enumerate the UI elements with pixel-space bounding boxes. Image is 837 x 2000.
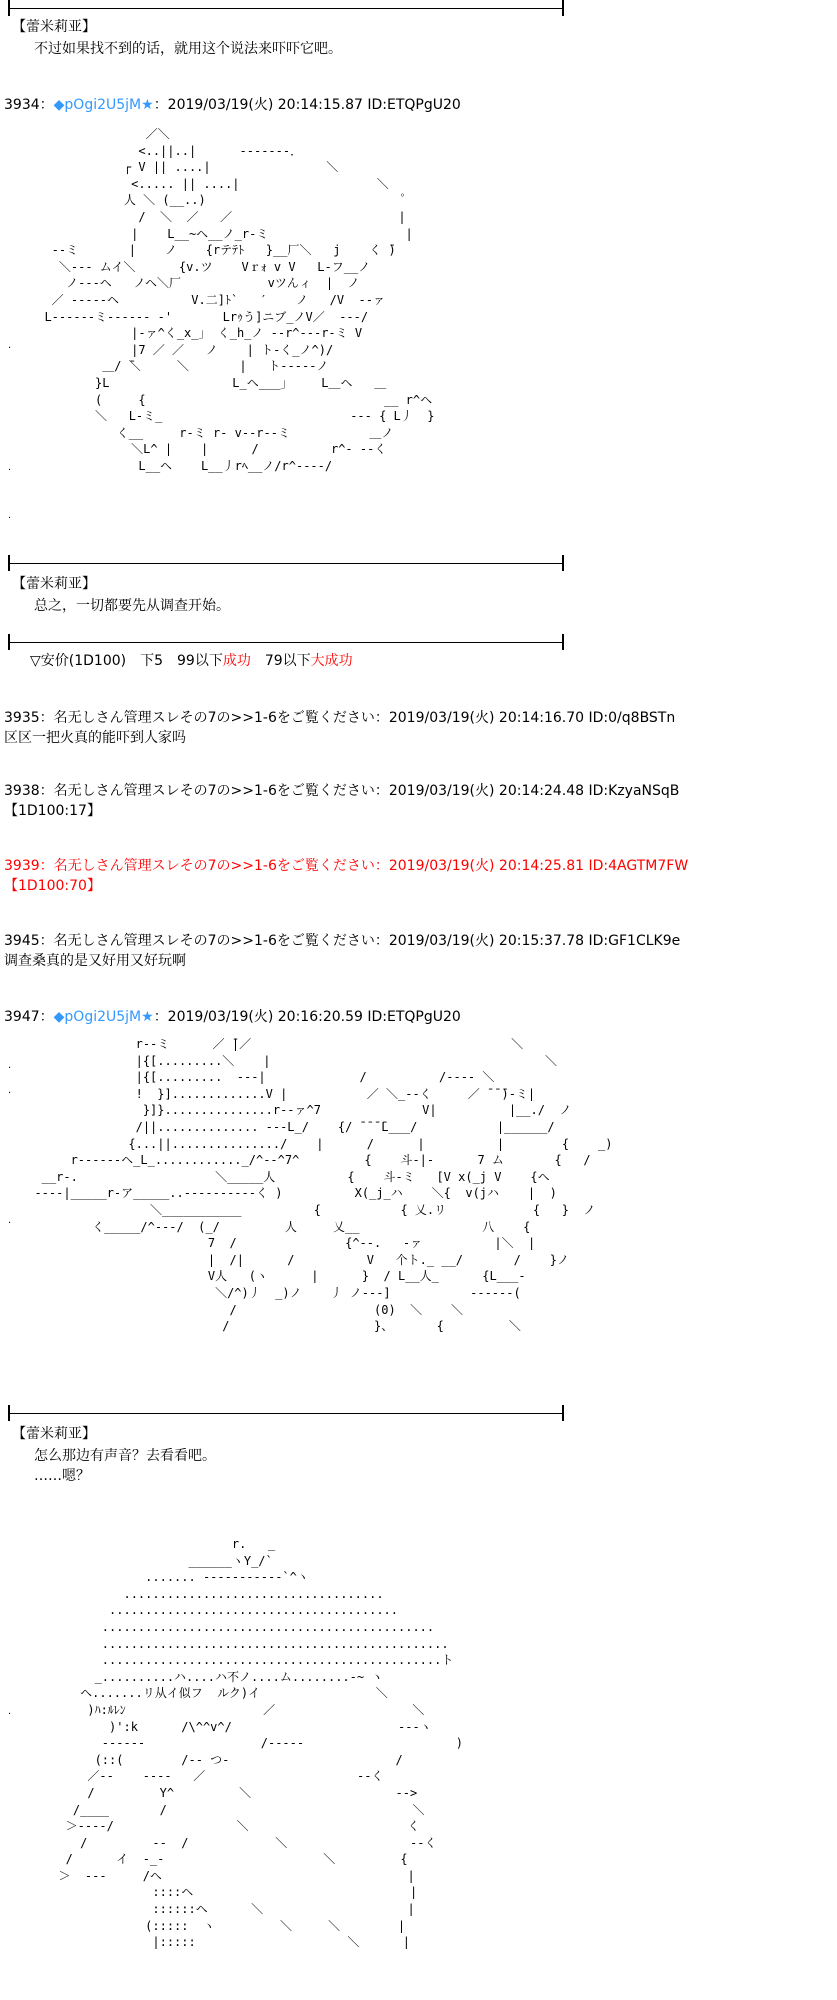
margin-dot: .	[8, 340, 12, 351]
roll-label: ▽安价(1D100) 下5 99以下	[30, 653, 223, 669]
margin-dot: .	[8, 1085, 12, 1096]
post-datetime-id: ：2019/03/19(火) 20:14:15.87 ID:ETQPgU20	[153, 97, 461, 113]
star-icon: ★	[141, 97, 154, 113]
divider-rule	[8, 642, 564, 643]
post-body: 调查桑真的是又好用又好玩啊	[4, 953, 186, 969]
star-icon: ★	[141, 1009, 154, 1025]
post-header: 3938：名无しさん管理スレその7の>>1-6をご覧ください：2019/03/19(火) 20:14:24.48 ID:KzyaNSqB	[4, 783, 680, 799]
margin-dot: .	[8, 510, 12, 521]
divider-rule	[8, 8, 564, 9]
post-header: 3939：名无しさん管理スレその7の>>1-6をご覧ください：2019/03/19(火) 20:14:25.81 ID:4AGTM7FW	[4, 858, 689, 874]
post-datetime-id: ：2019/03/19(火) 20:16:20.59 ID:ETQPgU20	[153, 1009, 461, 1025]
dialogue-line: 不过如果找不到的话，就用这个说法来吓吓它吧。	[34, 41, 342, 57]
dice-roll-line	[30, 652, 353, 670]
post-body: 【1D100:70】	[4, 878, 101, 894]
post-header: 3945：名无しさん管理スレその7の>>1-6をご覧ください：2019/03/19(火) 20:15:37.78 ID:GF1CLK9e	[4, 933, 681, 949]
ascii-art-remilia-1: ／＼ <..||..| ‐‐‐‐‐‐‐． ┌ V || ....| ＼ <..... || ....| ＼ 人 ＼ (__..) ゜ / ＼ ／ ／ | | L__~ヘ__ノ_r‐ミ | ‐‐ミ | ノ {rテﾃﾄ }__厂＼ j く ̄) ＼‐‐‐ ムイ＼ {v.ツ Vｒｫ v V L‐フ__ノ ノ‐‐‐ヘ ノヘ＼厂 vツんィ | ノ ／ ‐‐‐‐‐ヘ V.二]ﾄ` ′ ノ /V ‐‐ァ L‐‐‐‐‐‐ミ‐‐‐‐‐‐ ‐' Lrｩう]ニブ_ノV／ ‐‐‐/ |‐ァ^く_x_」 く_h_ノ ‐‐r^‐‐‐r‐ミ V |7 ／ ／ ノ | ト‐く_ノ^)/ ＿/ ̄＼ ＼ | ト‐‐‐‐‐ノ }L L_ヘ___」 L＿ヘ ＿ ( { __ r^ヘ ＼ L‐ミ_ ‐‐‐ { L丿 } く__ r‐ミ r‐ v‐‐r‐‐ミ ＿ノ ＼L^ | | / r^‐ ‐‐く L__ヘ L__丿rﾍ__ノ/r^‐‐‐‐/	[44, 127, 435, 473]
post-body: 【1D100:17】	[4, 803, 101, 819]
margin-dot: .	[8, 462, 12, 473]
roll-success: 成功	[222, 653, 251, 669]
divider-rule	[8, 1413, 564, 1414]
dialogue-line: ……嗯？	[34, 1468, 90, 1484]
dialogue-line: 怎么那边有声音？去看看吧。	[34, 1448, 216, 1464]
margin-dot: .	[8, 1060, 12, 1071]
margin-dot: .	[8, 1215, 12, 1226]
ascii-art-remilia-3: r. _ ______ヽY_/` ....... ‐‐‐‐‐‐‐‐‐‐‐`^ヽ .................................... ........................................ .............................................. ................................................ ...............................................ト _..........ハ....ハ不ノ....ム........‐~ ヽ ヘ.......リ从イ似フ ルク)イ ＼ )ﾊ:ﾙﾚﾝ ／ ＼ )':k /\^^v^/ ‐‐‐ヽ ‐‐‐‐‐‐ /‐‐‐‐‐ ) (::( /‐‐ つ‐ / ／‐‐ ‐‐‐‐ ／ ‐‐く / Y^ ＼ ‐‐> /____ / ＼ ＞‐‐‐‐/ ＼ く / ‐‐ / ＼ ‐‐く / イ ‐_‐ ＼ { ＞ ‐‐‐ /ヘ | ::::ヘ | ::::::ヘ ＼ | (::::: ヽ ＼ ＼ | |::::: ＼ |	[58, 1537, 464, 1950]
divider-rule	[8, 563, 564, 564]
dialogue-line: 总之，一切都要先从调查开始。	[34, 598, 230, 614]
tripcode-link[interactable]: ◆pOgi2U5jM	[53, 97, 142, 113]
tripcode-link[interactable]: ◆pOgi2U5jM	[53, 1009, 142, 1025]
speaker-label: 【蕾米莉亚】	[12, 19, 96, 35]
speaker-label: 【蕾米莉亚】	[12, 1426, 96, 1442]
roll-mid: 79以下	[250, 653, 311, 669]
post-header	[4, 1008, 461, 1026]
post-body: 区区一把火真的能吓到人家吗	[4, 730, 186, 746]
ascii-art-remilia-2: r‐‐ミ ／ ̄|／ ＼ |{[.........＼ | ＼ |{[......... ‐‐‐| / /‐‐‐‐ ＼ ! }].............V | ／ ＼_‐‐く ／ ̄ ̄ ̄)‐ミ| }]}...............r‐‐ァ^7 V| |__./ ノ /||.............. ‐‐‐L_/ {/ ̄ ̄ ̄ ̄L___/ |______/ {...||.............../ | / | | { _) r‐‐‐‐‐‐ヘ_L_............_/^‐‐^7^ { 斗‐|‐ 7 ム { / __r‐. ＼_____人 { 斗‐ミ [V x(_j V {ヘ ‐‐‐‐|_____r‐ア_____..‐‐‐‐‐‐‐‐‐‐く ) X(_j_ハ ＼{ v(jハ | ) ＼___________ { { 乂.リ { } ノ く_____/^‐‐‐/ (_/ 人 乂__ 八 { 7 / {^‐‐. ‐ァ |＼ | | /| / V 个ト._ __/ / }ノ V人 (ヽ | } / L__人_ {L___‐ ＼/^)丿 _)ノ 丿 ノ‐‐‐] ‐‐‐‐‐‐( / (0) ＼ ＼ / }、 { ＼	[34, 1037, 613, 1334]
post-header: 3935：名无しさん管理スレその7の>>1-6をご覧ください：2019/03/19(火) 20:14:16.70 ID:0/q8BSTn	[4, 710, 676, 726]
post-number: 3947：	[4, 1009, 54, 1025]
post-number: 3934：	[4, 97, 54, 113]
margin-dot: .	[8, 1706, 12, 1717]
roll-great-success: 大成功	[310, 653, 353, 669]
speaker-label: 【蕾米莉亚】	[12, 576, 96, 592]
post-header	[4, 96, 461, 114]
